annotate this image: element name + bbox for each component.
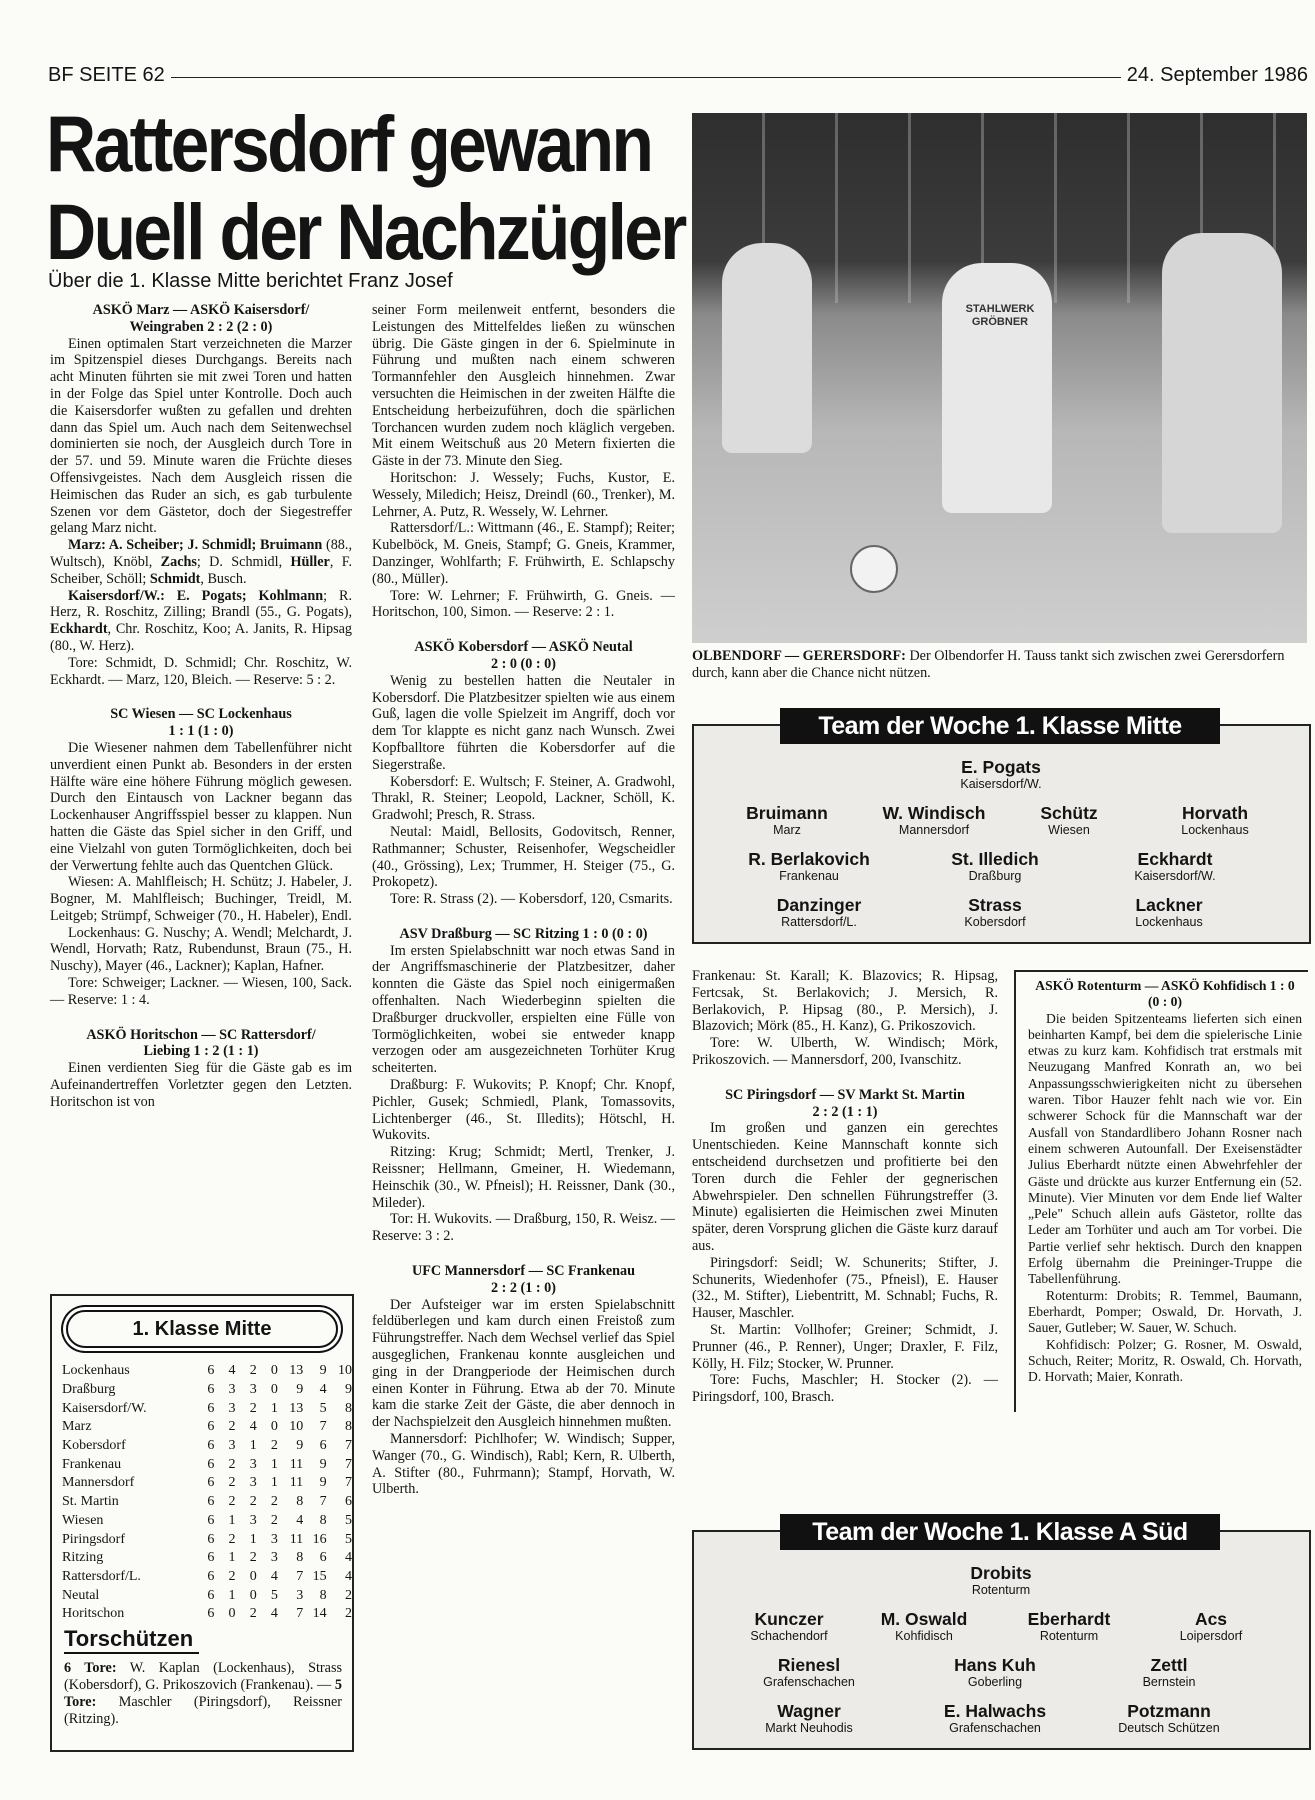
lineup: Draßburg: F. Wukovits; P. Knopf; Chr. Knopf, Pichler, Gusek; Schmiedl, Plank, Tomassovits, Lichtenberger (46., St. Illedits); Hötschl, H. Wukovits. xyxy=(372,1077,675,1144)
table-cell: 4 xyxy=(270,1606,278,1622)
table-cell: 3 xyxy=(270,1531,278,1547)
table-cell: 0 xyxy=(270,1382,278,1398)
table-cell: 2 xyxy=(228,1419,236,1435)
table-cell: 6 xyxy=(207,1438,215,1454)
scorers-text: 6 Tore: W. Kaplan (Lockenhaus), Strass (Kobersdorf), G. Prikoszovich (Frankenau). — 5 Tore: Maschler (Piringsdorf), Reissner (Ritzing). xyxy=(64,1660,342,1727)
table-cell: 6 xyxy=(207,1568,215,1584)
team-name: Frankenau xyxy=(62,1456,122,1472)
article-column-1 xyxy=(50,302,352,1111)
table-cell: 6 xyxy=(207,1531,215,1547)
team-player: Danzinger Rattersdorf/L. xyxy=(776,895,862,929)
team-of-week-a-sued xyxy=(692,1518,1311,1750)
table-cell: 1 xyxy=(270,1475,278,1491)
match-report: Wenig zu bestellen hatten die Neutaler in Kobersdorf. Die Platzbesitzer spielten wie aus einem Guß, lagen die volle Spielzeit im Angriff, doch vor dem Tor klappte es nicht ganz nach Wunsch. Zwei Kopfballtore führten die Kobersdorfer auf die Siegerstraße. xyxy=(372,672,675,773)
lineup: St. Martin: Vollhofer; Greiner; Schmidt, J. Prunner (46., P. Renner), Unger; Draxler, F. Filz, Kölly, H. Filz; Stocker, W. Prunner. xyxy=(692,1321,998,1372)
table-cell: 3 xyxy=(228,1438,236,1454)
match-heading: ASKÖ Horitschon — SC Rattersdorf/ xyxy=(86,1026,316,1043)
league-table-box xyxy=(50,1294,354,1752)
goals: Tore: R. Strass (2). — Kobersdorf, 120, Csmarits. xyxy=(390,891,673,908)
table-cell: 1 xyxy=(270,1400,278,1416)
lineup: Piringsdorf: Seidl; W. Schunerits; Stifter, J. Schunerits, Wiedenhofer (75., Pfneisl), E. Hauser (32., M. Stifter), Liebentritt, M. Schnabl; Fuchs, R. Hauser, Maschler. xyxy=(692,1254,998,1322)
table-cell: 8 xyxy=(319,1512,327,1528)
table-cell: 9 xyxy=(319,1363,327,1379)
table-cell: 2 xyxy=(270,1438,278,1454)
table-cell: 6 xyxy=(207,1475,215,1491)
team-player: Kunczer Schachendorf xyxy=(750,1609,828,1643)
goals: Tore: Fuchs, Maschler; H. Stocker (2). — Piringsdorf, 100, Brasch. xyxy=(692,1372,998,1406)
goals: Tor: H. Wukovits. — Draßburg, 150, R. Weisz. — Reserve: 3 : 2. xyxy=(372,1211,675,1245)
match-report: Einen optimalen Start verzeichneten die Marzer im Spitzenspiel dieses Durchgangs. Bereits nach acht Minuten führten sie mit zwei Toren und hatten in der Folge das Spiel unter Kontrolle. Doch auch die Kaisersdorfer wußten zu gefallen und drehten dann das Spiel um. Auch nach dem Seitenwechsel dominierten sie noch, der Ausgleich durch Tore in der 57. und 59. Minute waren die Früchte dieses Offensivgeistes. Nach dem Ausgleich rissen die Heimischen das Ruder an sich, es gab turbulente Szenen vor dem Gästetor, doch der Siegestreffer gelang Marz nicht. xyxy=(50,335,352,537)
match-score: 1 : 1 (1 : 0) xyxy=(168,723,234,740)
scorers-title: Torschützen xyxy=(64,1626,194,1651)
match-score: 2 : 2 (1 : 1) xyxy=(812,1103,878,1120)
table-row xyxy=(62,1549,352,1568)
table-cell: 4 xyxy=(296,1512,304,1528)
table-cell: 1 xyxy=(228,1512,236,1528)
table-cell: 2 xyxy=(228,1475,236,1491)
table-row xyxy=(62,1362,352,1381)
team-player: Schütz Wiesen xyxy=(1040,803,1098,837)
table-cell: 0 xyxy=(249,1587,257,1603)
table-cell: 2 xyxy=(249,1550,257,1566)
lineup: Kaisersdorf/W.: E. Pogats; Kohlmann; R. Herz, R. Roschitz, Zilling; Brandl (55., G. Pogats), Eckhardt, Chr. Roschitz, Koo; A. Janits, R. Hipsag (80., W. Herz). xyxy=(50,587,352,654)
team-title: Team der Woche 1. Klasse Mitte xyxy=(780,708,1220,744)
team-name: Piringsdorf xyxy=(62,1531,125,1547)
table-cell: 2 xyxy=(249,1400,257,1416)
table-cell: 16 xyxy=(312,1531,327,1547)
table-cell: 13 xyxy=(289,1400,304,1416)
team-player: M. Oswald Kohfidisch xyxy=(880,1609,968,1643)
league-table-title: 1. Klasse Mitte xyxy=(66,1310,338,1348)
table-cell: 1 xyxy=(249,1531,257,1547)
table-cell: 2 xyxy=(345,1606,352,1622)
league-table xyxy=(62,1362,352,1624)
table-cell: 7 xyxy=(345,1456,352,1472)
match-report: Einen verdienten Sieg für die Gäste gab es im Aufeinandertreffen Vorletzter gegen den Letzten. Horitschon ist von xyxy=(50,1060,352,1110)
table-cell: 2 xyxy=(228,1531,236,1547)
goals: Tore: W. Ulberth, W. Windisch; Mörk, Prikoszovich. — Mannersdorf, 200, Ivanschitz. xyxy=(692,1035,998,1068)
team-player: Rienesl Grafenschachen xyxy=(763,1655,855,1689)
team-player: Strass Kobersdorf xyxy=(964,895,1026,929)
table-cell: 4 xyxy=(249,1419,257,1435)
table-cell: 3 xyxy=(296,1587,304,1603)
page-header xyxy=(48,64,1308,94)
photo-player-center xyxy=(942,263,1052,513)
table-row xyxy=(62,1512,352,1531)
table-cell: 2 xyxy=(345,1587,352,1603)
photo-player-left xyxy=(722,243,812,453)
team-player: Zettl Bernstein xyxy=(1142,1655,1196,1689)
table-cell: 7 xyxy=(345,1475,352,1491)
team-player: Lackner Lockenhaus xyxy=(1135,895,1203,929)
table-cell: 6 xyxy=(207,1419,215,1435)
team-player: Eckhardt Kaisersdorf/W. xyxy=(1134,849,1216,883)
headline xyxy=(46,99,685,276)
photo-caption: OLBENDORF — GERERSDORF: Der Olbendorfer H. Tauss tankt sich zwischen zwei Gerersdorfern durch, kann aber die Chance nicht nützen. xyxy=(692,648,1285,681)
team-player: Acs Loipersdorf xyxy=(1179,1609,1243,1643)
team-title: Team der Woche 1. Klasse A Süd xyxy=(780,1514,1220,1550)
shirt-sponsor: STAHLWERK GRÖBNER xyxy=(965,303,1035,328)
table-cell: 4 xyxy=(270,1568,278,1584)
team-name: Marz xyxy=(62,1419,92,1435)
team-name: Wiesen xyxy=(62,1512,104,1528)
byline: Über die 1. Klasse Mitte berichtet Franz Josef xyxy=(48,270,453,292)
table-cell: 3 xyxy=(228,1400,236,1416)
table-cell: 10 xyxy=(338,1363,352,1379)
table-cell: 15 xyxy=(312,1568,327,1584)
table-cell: 7 xyxy=(345,1438,352,1454)
table-cell: 6 xyxy=(345,1494,352,1510)
lineup: Wiesen: A. Mahlfleisch; H. Schütz; J. Habeler, J. Bogner, M. Mahlfleisch; Buchinger, Treidl, M. Leitgeb; Strümpf, Schweiger (70., H. Habeler), Endl. xyxy=(50,874,352,924)
match-heading: SC Piringsdorf — SV Markt St. Martin xyxy=(725,1086,965,1103)
lineup: Kohfidisch: Polzer; G. Rosner, M. Oswald, Schuch, Reiter; Moritz, R. Oswald, Ch. Horvath, D. Horvath; Maier, Konrath. xyxy=(1028,1336,1302,1385)
table-cell: 9 xyxy=(319,1456,327,1472)
match-report: seiner Form meilenweit entfernt, besonders die Leistungen des Mittelfeldes ließen zu wünschen übrig. Die Gäste gingen in der 6. Spielminute in Führung und mußten nach einem schweren Tormannfehler den Ausgleich hinnehmen. Zwar versuchten die Heimischen in der zweiten Hälfte die Entscheidung herbeizuführen, doch die spärlichen Torchancen wurden zudem noch kläglich vergeben. Mit einem Weitschuß aus 20 Metern fixierten die Gäste in der 73. Minute den Sieg. xyxy=(372,302,675,470)
table-cell: 2 xyxy=(228,1494,236,1510)
team-player: Bruimann Marz xyxy=(746,803,828,837)
table-cell: 0 xyxy=(228,1606,236,1622)
table-cell: 0 xyxy=(249,1568,257,1584)
table-cell: 3 xyxy=(249,1475,257,1491)
table-row xyxy=(62,1381,352,1400)
team-name: Rattersdorf/L. xyxy=(62,1568,141,1584)
table-cell: 6 xyxy=(207,1494,215,1510)
table-cell: 0 xyxy=(270,1419,278,1435)
lineup: Neutal: Maidl, Bellosits, Godovitsch, Renner, Rathmanner; Schuster, Reisenhofer, Wegscheidler (40., Grössing), Lex; Trummer, H. Steiger (75., G. Prokopetz). xyxy=(372,823,675,891)
match-heading: UFC Mannersdorf — SC Frankenau xyxy=(411,1263,636,1280)
table-cell: 2 xyxy=(270,1512,278,1528)
table-cell: 6 xyxy=(207,1400,215,1416)
table-cell: 1 xyxy=(228,1550,236,1566)
lineup: Horitschon: J. Wessely; Fuchs, Kustor, E. Wessely, Miledich; Heisz, Dreindl (60., Trenker), M. Lehrner, A. Putz, R. Wessely, W. Lehrner. xyxy=(372,469,675,520)
team-player: St. Illedich Draßburg xyxy=(951,849,1039,883)
match-score: Weingraben 2 : 2 (2 : 0) xyxy=(129,318,273,335)
team-player: Drobits Rotenturm xyxy=(970,1563,1032,1597)
team-player: E. Halwachs Grafenschachen xyxy=(943,1701,1047,1735)
table-cell: 6 xyxy=(207,1363,215,1379)
match-report: Die beiden Spitzenteams lieferten sich einen beinharten Kampf, bei dem die spielerische Linie etwas zu kurz kam. Kohfidisch trat erstmals mit Neuzugang Manfred Konrath an, wo bei Anpassungsschwierigkeiten nicht zu übersehen waren. Tibor Hauzer fehlt nach wie vor. Ein schwerer Schock für die Mannschaft war der Ausfall von Standardlibero Johann Rosner nach einem schweren Autounfall. Der Exeisenstädter Julius Eberhardt nützte einen Abwehrfehler der Gäste und drückte aus kurzer Entfernung ein (52. Minute). Vier Minuten vor dem Ende lief Walter „Pele" Schuch allein aufs Gästetor, rollte das Leder am Torhüter und auch am Tor vorbei. Die Partie verlief sehr hektisch. Durch den knappen Erfolg übernahm die Preininger-Truppe die Tabellenführung. xyxy=(1028,1010,1302,1287)
team-name: Draßburg xyxy=(62,1382,116,1398)
table-cell: 6 xyxy=(207,1456,215,1472)
match-report: Der Aufsteiger war im ersten Spielabschnitt feldüberlegen und kam durch einen Freistoß zum Führungstreffer. Nach dem Wechsel verlief das Spiel ausgeglichen, Frankenau konnte ausgleichen und ging in der Drangperiode der Heimischen durch einen Konter in Führung. Etwa ab der 70. Minute kam die starke Zeit der Gäste, die aber dennoch in der Nachspielzeit den Ausgleich hinnehmen mußten. xyxy=(372,1296,675,1431)
team-name: St. Martin xyxy=(62,1494,119,1510)
table-cell: 6 xyxy=(207,1382,215,1398)
table-row xyxy=(62,1437,352,1456)
lineup: Lockenhaus: G. Nuschy; A. Wendl; Melchardt, J. Wendl, Horvath; Ratz, Rubendunst, Braun (75., H. Nuschy), Mayer (46., Lackner); Kaplan, Hafner. xyxy=(50,924,352,975)
table-cell: 6 xyxy=(319,1550,327,1566)
team-player: Eberhardt Rotenturm xyxy=(1027,1609,1111,1643)
table-row xyxy=(62,1586,352,1605)
table-cell: 3 xyxy=(270,1550,278,1566)
table-cell: 3 xyxy=(228,1382,236,1398)
table-cell: 2 xyxy=(249,1363,257,1379)
table-row xyxy=(62,1418,352,1437)
header-rule xyxy=(48,77,1308,78)
match-score: 2 : 0 (0 : 0) xyxy=(490,655,556,672)
team-name: Kaisersdorf/W. xyxy=(62,1400,147,1416)
table-cell: 1 xyxy=(228,1587,236,1603)
page-number: BF SEITE 62 xyxy=(48,64,171,87)
article-column-4 xyxy=(1028,978,1302,1385)
article-column-2 xyxy=(372,302,675,1498)
lineup: Marz: A. Scheiber; J. Schmidl; Bruimann (88., Wultsch), Knöbl, Zachs; D. Schmidl, Hüller, F. Scheiber, Schöll; Schmidt, Busch. xyxy=(50,537,353,587)
issue-date: 24. September 1986 xyxy=(1121,64,1308,87)
table-cell: 7 xyxy=(296,1606,304,1622)
table-cell: 11 xyxy=(289,1475,304,1491)
table-cell: 8 xyxy=(319,1587,327,1603)
team-name: Neutal xyxy=(62,1587,100,1603)
match-heading: ASV Draßburg — SC Ritzing 1 : 0 (0 : 0) xyxy=(399,925,648,942)
team-name: Ritzing xyxy=(62,1550,104,1566)
team-name: Horitschon xyxy=(62,1606,125,1622)
table-cell: 14 xyxy=(312,1606,327,1622)
table-cell: 8 xyxy=(296,1494,304,1510)
table-cell: 2 xyxy=(228,1456,236,1472)
match-heading: ASKÖ Rotenturm — ASKÖ Kohfidisch 1 : 0 (0 : 0) xyxy=(1035,978,1295,1010)
table-cell: 5 xyxy=(319,1400,327,1416)
table-cell: 6 xyxy=(207,1606,215,1622)
table-row xyxy=(62,1455,352,1474)
table-row xyxy=(62,1530,352,1549)
table-cell: 5 xyxy=(270,1587,278,1603)
team-name: Mannersdorf xyxy=(62,1475,135,1491)
table-cell: 4 xyxy=(319,1382,327,1398)
table-cell: 13 xyxy=(289,1363,304,1379)
lineup: Rattersdorf/L.: Wittmann (46., E. Stampf); Reiter; Kubelböck, M. Gneis, Stampf; G. Gneis, Krammer, Danzinger, Wohlfarth; F. Frühwirth, E. Schlapschy (80., Müller). xyxy=(372,520,675,587)
table-cell: 4 xyxy=(228,1363,236,1379)
match-report: Die Wiesener nahmen dem Tabellenführer nicht unverdient einen Punkt ab. Besonders in der ersten Hälfte wäre eine höhere Führung möglich gewesen. Durch den Eintausch von Lackner begann das Lockenhauser Angriffsspiel besser zu klappen. Nun hatten die Gäste das Spiel sicher in den Griff, und eine Vielzahl von guten Tormöglichkeiten, doch bei der Verwertung fehlte auch das Quentchen Glück. xyxy=(50,739,352,874)
lineup: Mannersdorf: Pichlhofer; W. Windisch; Supper, Wanger (70., G. Windisch), Rabl; Kern, R. Ulberth, A. Stifter (80., Fuhrmann); Stampf, Horvath, W. Ulberth. xyxy=(372,1431,675,1498)
team-player: E. Pogats Kaisersdorf/W. xyxy=(960,757,1042,791)
match-heading: ASKÖ Marz — ASKÖ Kaisersdorf/ xyxy=(92,302,310,318)
match-photo xyxy=(692,113,1307,643)
table-cell: 5 xyxy=(345,1512,352,1528)
table-cell: 4 xyxy=(345,1550,352,1566)
table-cell: 6 xyxy=(319,1438,327,1454)
goals: Tore: Schweiger; Lackner. — Wiesen, 100, Sack. — Reserve: 1 : 4. xyxy=(50,975,352,1008)
table-cell: 1 xyxy=(270,1456,278,1472)
football xyxy=(850,545,898,593)
table-cell: 2 xyxy=(249,1606,257,1622)
table-row xyxy=(62,1568,352,1587)
table-cell: 2 xyxy=(270,1494,278,1510)
table-cell: 3 xyxy=(249,1456,257,1472)
table-cell: 10 xyxy=(289,1419,304,1435)
table-cell: 7 xyxy=(319,1494,327,1510)
table-cell: 4 xyxy=(345,1568,352,1584)
goals: Tore: W. Lehrner; F. Frühwirth, G. Gneis. — Horitschon, 100, Simon. — Reserve: 2 : 1. xyxy=(372,587,675,621)
headline-line-2: Duell der Nachzügler xyxy=(46,187,685,276)
table-cell: 5 xyxy=(345,1531,352,1547)
team-name: Kobersdorf xyxy=(62,1438,126,1454)
team-player: Potzmann Deutsch Schützen xyxy=(1118,1701,1220,1735)
table-row xyxy=(62,1474,352,1493)
lineup: Rotenturm: Drobits; R. Temmel, Baumann, Eberhardt, Pomper; Oswald, Dr. Horvath, J. Sauer, Gutleber; W. Sauer, W. Schuch. xyxy=(1028,1287,1302,1336)
table-cell: 9 xyxy=(296,1382,304,1398)
table-cell: 9 xyxy=(345,1382,352,1398)
team-name: Lockenhaus xyxy=(62,1363,130,1379)
table-row xyxy=(62,1493,352,1512)
match-report: Im ersten Spielabschnitt war noch etwas Sand in der Angriffsmaschinerie der Platzbesitzer, daher konnten die Gäste das Spiel noch einigermaßen offenhalten. Nach Wiederbeginn spielten die Draßburger druckvoller, erspielten eine Fülle von Tormöglichkeiten, wobei sie entweder knapp verzogen oder am ausgezeichneten Torhüter Krug scheiterten. xyxy=(372,942,675,1077)
table-cell: 11 xyxy=(289,1531,304,1547)
table-cell: 8 xyxy=(345,1419,352,1435)
rotenturm-box xyxy=(1014,970,1308,1412)
table-row xyxy=(62,1605,352,1624)
team-player: Horvath Lockenhaus xyxy=(1181,803,1249,837)
table-cell: 11 xyxy=(289,1456,304,1472)
table-cell: 6 xyxy=(207,1512,215,1528)
table-cell: 0 xyxy=(270,1363,278,1379)
photo-player-right xyxy=(1162,233,1282,533)
scorers-underline xyxy=(64,1652,199,1654)
table-cell: 3 xyxy=(249,1512,257,1528)
table-cell: 8 xyxy=(296,1550,304,1566)
table-cell: 7 xyxy=(319,1419,327,1435)
table-cell: 3 xyxy=(249,1382,257,1398)
lineup: Kobersdorf: E. Wultsch; F. Steiner, A. Gradwohl, Thrakl, R. Steiner; Leopold, Lackner, Schöll, K. Gradwohl; Presch, R. Strass. xyxy=(372,773,675,824)
lineup: Frankenau: St. Karall; K. Blazovics; R. Hipsag, Fertcsak, St. Berlakovich; J. Mersich, R. Berlakovich, P. Hipsag (80., P. Mersich), J. Blazovich; Mörk (85., H. Kanz), G. Prikoszovich. xyxy=(692,968,998,1035)
lineup: Ritzing: Krug; Schmidt; Mertl, Trenker, J. Reissner; Hellmann, Gmeiner, H. Wiedemann, Heinschik (30., W. Pfneisl); H. Reissner, Dank (30., Mileder). xyxy=(372,1144,675,1211)
team-player: W. Windisch Mannersdorf xyxy=(882,803,986,837)
table-cell: 6 xyxy=(207,1587,215,1603)
table-cell: 9 xyxy=(319,1475,327,1491)
goals: Tore: Schmidt, D. Schmidl; Chr. Roschitz, W. Eckhardt. — Marz, 120, Bleich. — Reserve: 5 : 2. xyxy=(50,654,352,688)
article-column-3 xyxy=(692,968,998,1406)
table-cell: 2 xyxy=(228,1568,236,1584)
team-of-week-mitte xyxy=(692,712,1311,944)
match-heading: SC Wiesen — SC Lockenhaus xyxy=(110,706,292,723)
team-player: Hans Kuh Goberling xyxy=(954,1655,1036,1689)
table-cell: 9 xyxy=(296,1438,304,1454)
match-report: Im großen und ganzen ein gerechtes Unentschieden. Keine Mannschaft konnte sich entscheidend durchsetzen und profitierte bei den Toren durch die Fehler der gegnerischen Abwehrspieler. Den schnellen Führungstreffer (3. Minute) egalisierten die Heimischen zwei Minuten später, deren Vorsprung glichen die Gäste kurz darauf aus. xyxy=(692,1120,998,1254)
table-cell: 2 xyxy=(249,1494,257,1510)
team-player: Wagner Markt Neuhodis xyxy=(765,1701,853,1735)
table-cell: 1 xyxy=(249,1438,257,1454)
match-heading: ASKÖ Kobersdorf — ASKÖ Neutal xyxy=(414,639,633,656)
table-row xyxy=(62,1399,352,1418)
match-score: 2 : 2 (1 : 0) xyxy=(490,1279,556,1296)
table-cell: 7 xyxy=(296,1568,304,1584)
match-score: Liebing 1 : 2 (1 : 1) xyxy=(143,1043,259,1060)
headline-line-1: Rattersdorf gewann xyxy=(46,99,652,188)
table-cell: 6 xyxy=(207,1550,215,1566)
table-cell: 8 xyxy=(345,1400,352,1416)
team-player: R. Berlakovich Frankenau xyxy=(748,849,870,883)
